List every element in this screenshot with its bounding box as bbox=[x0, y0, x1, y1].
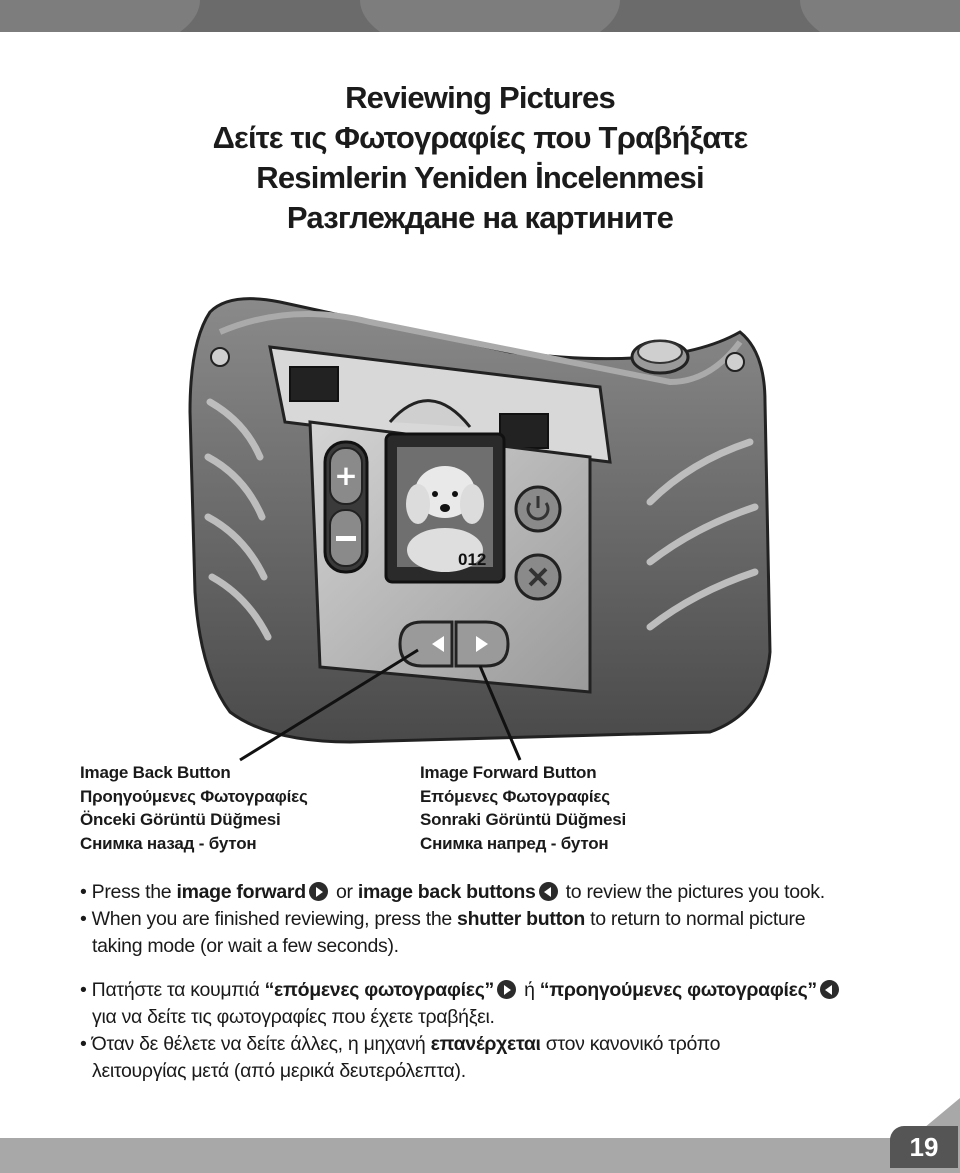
bold-text: επανέρχεται bbox=[430, 1033, 541, 1055]
power-button[interactable] bbox=[516, 487, 560, 531]
camera-illustration bbox=[150, 272, 810, 772]
shutter-button[interactable] bbox=[632, 341, 688, 373]
top-header-bar bbox=[0, 0, 960, 32]
text: or bbox=[330, 881, 358, 903]
bold-text: shutter button bbox=[457, 908, 585, 930]
callout-label: Image Forward Button bbox=[420, 763, 597, 782]
bullet-item: • Όταν δε θέλετε να δείτε άλλες, η μηχανή επανέρχεται στον κανονικό τρόπο bbox=[80, 1033, 721, 1055]
bullet-continuation: taking mode (or wait a few seconds). bbox=[92, 935, 399, 957]
picture-counter: 012 bbox=[458, 550, 487, 569]
page-number: 19 bbox=[890, 1126, 958, 1168]
english-instructions bbox=[80, 879, 900, 960]
viewfinder-window-left bbox=[290, 367, 338, 401]
zoom-out-button[interactable] bbox=[330, 510, 362, 566]
image-back-button[interactable] bbox=[400, 622, 452, 666]
bullet-item: • Press the image forward or image back buttons to review the pictures you took. bbox=[80, 881, 825, 903]
callout-label: Προηγούμενες Φωτογραφίες bbox=[80, 786, 308, 806]
text: to review the pictures you took. bbox=[560, 881, 825, 903]
bullet-continuation: για να δείτε τις φωτογραφίες που έχετε τραβήξει. bbox=[92, 1006, 495, 1028]
bold-text: “επόμενες φωτογραφίες” bbox=[264, 979, 495, 1001]
header-shape bbox=[800, 0, 960, 32]
forward-arrow-icon bbox=[309, 882, 328, 901]
header-shape bbox=[360, 0, 620, 32]
delete-button[interactable] bbox=[516, 555, 560, 599]
back-arrow-icon bbox=[820, 980, 839, 999]
text: Πατήστε τα κουμπιά bbox=[91, 979, 265, 1001]
zoom-in-button[interactable] bbox=[330, 448, 362, 504]
title-greek: Δείτε τις Φωτογραφίες που Τραβήξατε bbox=[212, 120, 748, 155]
bold-text: “προηγούμενες φωτογραφίες” bbox=[539, 979, 817, 1001]
callout-label: Снимка назад - бутон bbox=[80, 833, 257, 853]
image-back-callout bbox=[80, 761, 308, 855]
minus-icon bbox=[336, 536, 356, 541]
viewfinder-window-right bbox=[500, 414, 548, 448]
text: ή bbox=[519, 979, 540, 1001]
title-english: Reviewing Pictures bbox=[345, 80, 615, 115]
bullet-continuation: λειτουργίας μετά (από μερικά δευτερόλεπτα). bbox=[92, 1060, 466, 1082]
text: to return to normal picture bbox=[585, 908, 806, 930]
callout-label: Снимка напред - бутон bbox=[420, 833, 609, 853]
title-block bbox=[0, 78, 960, 238]
bullet-item: • Πατήστε τα κουμπιά “επόμενες φωτογραφίες” ή “προηγούμενες φωτογραφίες” bbox=[80, 977, 900, 1004]
header-shape bbox=[0, 0, 200, 32]
text: Press the bbox=[91, 881, 177, 903]
title-bulgarian: Разглеждане на картините bbox=[286, 200, 674, 235]
back-arrow-icon bbox=[539, 882, 558, 901]
callout-label: Önceki Görüntü Düğmesi bbox=[80, 810, 281, 829]
callout-label: Image Back Button bbox=[80, 763, 231, 782]
plus-icon: + bbox=[334, 459, 358, 492]
text: Όταν δε θέλετε να δείτε άλλες, η μηχανή bbox=[91, 1033, 431, 1055]
callout-label: Sonraki Görüntü Düğmesi bbox=[420, 810, 627, 829]
title-turkish: Resimlerin Yeniden İncelenmesi bbox=[256, 160, 704, 195]
screw bbox=[211, 348, 229, 366]
bold-text: image back buttons bbox=[357, 881, 536, 903]
screw bbox=[726, 353, 744, 371]
callout-label: Επόμενες Φωτογραφίες bbox=[420, 786, 610, 806]
text: When you are finished reviewing, press the bbox=[91, 908, 458, 930]
bullet-item: • When you are finished reviewing, press the shutter button to return to normal picture bbox=[80, 908, 806, 930]
greek-instructions bbox=[80, 977, 900, 1085]
image-forward-callout bbox=[420, 761, 626, 855]
forward-arrow-icon bbox=[497, 980, 516, 999]
text: στον κανονικό τρόπο bbox=[540, 1033, 721, 1055]
footer-bar bbox=[0, 1138, 960, 1173]
image-forward-button[interactable] bbox=[456, 622, 508, 666]
bold-text: image forward bbox=[176, 881, 306, 903]
